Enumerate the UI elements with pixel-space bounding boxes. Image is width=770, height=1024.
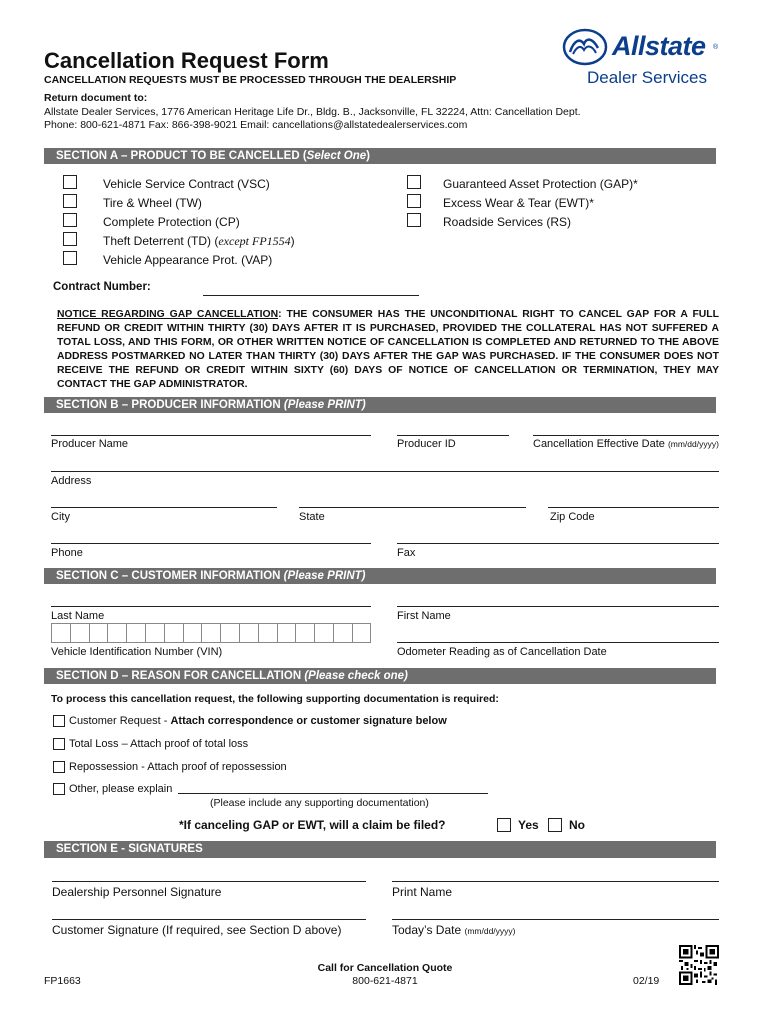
vin-box[interactable] bbox=[70, 623, 89, 643]
phone-label: Phone bbox=[51, 547, 83, 559]
documentation-intro: To process this cancellation request, the following supporting documentation is required: bbox=[51, 693, 499, 705]
first-name-label: First Name bbox=[397, 610, 451, 622]
checkbox-cp[interactable] bbox=[63, 213, 77, 227]
fax-label: Fax bbox=[397, 547, 416, 559]
producer-name-field[interactable] bbox=[51, 435, 371, 436]
section-d-title: SECTION D – REASON FOR CANCELLATION bbox=[56, 670, 305, 682]
todays-date-format: (mm/dd/yyyy) bbox=[464, 926, 516, 936]
odometer-field[interactable] bbox=[397, 642, 719, 643]
section-c-title-em: (Please PRINT) bbox=[283, 570, 366, 582]
vin-box[interactable] bbox=[201, 623, 220, 643]
return-address bbox=[44, 106, 581, 132]
cancel-date-format: (mm/dd/yyyy) bbox=[667, 439, 719, 449]
section-a-header bbox=[44, 148, 716, 164]
todays-date-field[interactable] bbox=[392, 919, 719, 920]
section-b-header bbox=[44, 397, 716, 413]
other-explain-field[interactable] bbox=[178, 793, 488, 794]
form-title: Cancellation Request Form bbox=[44, 48, 329, 73]
checkbox-vsc[interactable] bbox=[63, 175, 77, 189]
option-tw: Tire & Wheel (TW) bbox=[103, 196, 202, 210]
state-label: State bbox=[299, 511, 325, 523]
producer-id-label: Producer ID bbox=[397, 438, 456, 450]
last-name-label: Last Name bbox=[51, 610, 105, 622]
vin-box[interactable] bbox=[314, 623, 333, 643]
other-explain-note: (Please include any supporting documentation) bbox=[210, 797, 429, 809]
option-ewt: Excess Wear & Tear (EWT)* bbox=[443, 196, 594, 210]
city-label: City bbox=[51, 511, 70, 523]
checkbox-gap[interactable] bbox=[407, 175, 421, 189]
last-name-field[interactable] bbox=[51, 606, 371, 607]
logo-subtitle: Dealer Services bbox=[587, 68, 707, 87]
contact-line: Phone: 800-621-4871 Fax: 866-398-9021 Email: cancellations@allstatedealerservices.com bbox=[44, 119, 468, 131]
gap-notice bbox=[57, 308, 719, 392]
todays-date-label bbox=[392, 923, 516, 937]
vin-label: Vehicle Identification Number (VIN) bbox=[51, 646, 223, 658]
option-td-close: ) bbox=[290, 234, 295, 248]
odometer-label: Odometer Reading as of Cancellation Date bbox=[397, 646, 607, 658]
call-number: 800-621-4871 bbox=[352, 975, 418, 987]
checkbox-total-loss[interactable] bbox=[53, 738, 65, 750]
option-customer-request bbox=[69, 715, 447, 727]
form-code: FP1663 bbox=[44, 975, 81, 987]
option-gap: Guaranteed Asset Protection (GAP)* bbox=[443, 177, 638, 191]
option-vap: Vehicle Appearance Prot. (VAP) bbox=[103, 253, 273, 267]
checkbox-customer-request[interactable] bbox=[53, 715, 65, 727]
checkbox-repossession[interactable] bbox=[53, 761, 65, 773]
claim-question: *If canceling GAP or EWT, will a claim be filed? bbox=[179, 818, 446, 832]
logo-wordmark: Allstate bbox=[612, 31, 706, 61]
option-other: Other, please explain bbox=[69, 783, 173, 795]
vin-box[interactable] bbox=[239, 623, 258, 643]
first-name-field[interactable] bbox=[397, 606, 719, 607]
city-field[interactable] bbox=[51, 507, 277, 508]
revision-date: 02/19 bbox=[633, 975, 660, 987]
option-cp: Complete Protection (CP) bbox=[103, 215, 240, 229]
return-label: Return document to: bbox=[44, 92, 148, 104]
gap-notice-body: : THE CONSUMER HAS THE UNCONDITIONAL RIGHT TO CANCEL GAP FOR A FULL REFUND OR CREDIT WITHIN THIRTY (30) DAYS AFTER IT IS PURCHASED, PROVIDED THE COLLATERAL HAS NOT SUFFERED A TOTAL LOSS, AND THIS FORM, OR OTHER WRITTEN NOTICE OF CANCELLATION IS COMPLETED AND RETURNED TO THE ABOVE ADDRESS POSTMARKED NO LATER THAN THIRTY (30) DAYS AFTER THE GAP WAS PURCHASED. IF THE CONSUMER DOES NOT RECEIVE THE REFUND OR CREDIT WITHIN SIXTY (60) DAYS OF NOTICE OF CANCELLATION OR TERMINATION, THEY MAY CONTACT THE GAP ADMINISTRATOR. bbox=[57, 309, 719, 390]
vin-boxes[interactable] bbox=[51, 623, 371, 643]
vin-box[interactable] bbox=[352, 623, 371, 643]
checkbox-ewt[interactable] bbox=[407, 194, 421, 208]
vin-box[interactable] bbox=[107, 623, 126, 643]
section-d-header bbox=[44, 668, 716, 684]
zip-field[interactable] bbox=[548, 507, 719, 508]
vin-box[interactable] bbox=[295, 623, 314, 643]
section-c-header bbox=[44, 568, 716, 584]
option-vsc: Vehicle Service Contract (VSC) bbox=[103, 177, 270, 191]
section-a-title-end: ) bbox=[366, 150, 370, 162]
vin-box[interactable] bbox=[89, 623, 108, 643]
cancel-date-text: Cancellation Effective Date bbox=[533, 438, 668, 450]
cancel-date-field[interactable] bbox=[533, 435, 719, 436]
checkbox-vap[interactable] bbox=[63, 251, 77, 265]
option-td bbox=[103, 234, 295, 249]
dealer-signature-field[interactable] bbox=[52, 881, 366, 882]
print-name-field[interactable] bbox=[392, 881, 719, 882]
section-a-title: SECTION A – PRODUCT TO BE CANCELLED ( bbox=[56, 150, 307, 162]
section-c-title: SECTION C – CUSTOMER INFORMATION bbox=[56, 570, 284, 582]
address-field[interactable] bbox=[51, 471, 719, 472]
address-label: Address bbox=[51, 475, 92, 487]
vin-box[interactable] bbox=[145, 623, 164, 643]
vin-box[interactable] bbox=[220, 623, 239, 643]
vin-box[interactable] bbox=[258, 623, 277, 643]
producer-name-label: Producer Name bbox=[51, 438, 129, 450]
customer-request-note: Attach correspondence or customer signature below bbox=[170, 715, 447, 727]
call-label: Call for Cancellation Quote bbox=[317, 962, 453, 974]
vin-box[interactable] bbox=[164, 623, 183, 643]
claim-yes-label: Yes bbox=[518, 818, 539, 832]
cancel-date-label bbox=[533, 438, 719, 450]
option-rs: Roadside Services (RS) bbox=[443, 215, 572, 229]
call-for-quote bbox=[285, 962, 485, 988]
dealership-notice: CANCELLATION REQUESTS MUST BE PROCESSED THROUGH THE DEALERSHIP bbox=[44, 74, 457, 86]
dealer-signature-label: Dealership Personnel Signature bbox=[52, 885, 222, 899]
checkbox-other[interactable] bbox=[53, 783, 65, 795]
print-name-label: Print Name bbox=[392, 885, 453, 899]
address-line: Allstate Dealer Services, 1776 American Heritage Life Dr., Bldg. B., Jacksonville, FL 32224, Attn: Cancellation Dept. bbox=[44, 106, 581, 118]
checkbox-claim-yes[interactable] bbox=[497, 818, 511, 832]
section-d-title-em: (Please check one) bbox=[304, 670, 408, 682]
phone-field[interactable] bbox=[51, 543, 371, 544]
allstate-hands-logo-icon bbox=[562, 28, 608, 66]
vin-box[interactable] bbox=[51, 623, 70, 643]
section-e-header bbox=[44, 841, 716, 858]
todays-date-text: Today’s Date bbox=[392, 923, 465, 937]
contract-number-label: Contract Number: bbox=[53, 281, 151, 293]
registered-mark: ® bbox=[713, 44, 719, 51]
vin-box[interactable] bbox=[183, 623, 202, 643]
fax-field[interactable] bbox=[397, 543, 719, 544]
state-field[interactable] bbox=[299, 507, 526, 508]
qr-code-icon bbox=[679, 945, 719, 985]
checkbox-td[interactable] bbox=[63, 232, 77, 246]
vin-box[interactable] bbox=[333, 623, 352, 643]
checkbox-rs[interactable] bbox=[407, 213, 421, 227]
producer-id-field[interactable] bbox=[397, 435, 509, 436]
gap-notice-heading: NOTICE REGARDING GAP CANCELLATION bbox=[57, 309, 279, 320]
vin-box[interactable] bbox=[126, 623, 145, 643]
zip-label: Zip Code bbox=[550, 511, 595, 523]
section-b-title: SECTION B – PRODUCER INFORMATION bbox=[56, 399, 284, 411]
customer-request-label: Customer Request - bbox=[69, 715, 171, 727]
contract-number-field[interactable] bbox=[203, 295, 419, 296]
section-a-title-em: Select One bbox=[306, 150, 367, 162]
claim-no-label: No bbox=[569, 818, 585, 832]
option-td-note: except FP1554 bbox=[218, 234, 291, 248]
checkbox-claim-no[interactable] bbox=[548, 818, 562, 832]
section-b-title-em: (Please PRINT) bbox=[283, 399, 366, 411]
option-td-label: Theft Deterrent (TD) ( bbox=[103, 234, 219, 248]
vin-box[interactable] bbox=[277, 623, 296, 643]
option-repossession: Repossession - Attach proof of repossession bbox=[69, 761, 287, 773]
checkbox-tw[interactable] bbox=[63, 194, 77, 208]
option-total-loss: Total Loss – Attach proof of total loss bbox=[69, 738, 249, 750]
customer-signature-label: Customer Signature (If required, see Section D above) bbox=[52, 923, 342, 937]
customer-signature-field[interactable] bbox=[52, 919, 366, 920]
section-e-title: SECTION E - SIGNATURES bbox=[56, 843, 203, 855]
